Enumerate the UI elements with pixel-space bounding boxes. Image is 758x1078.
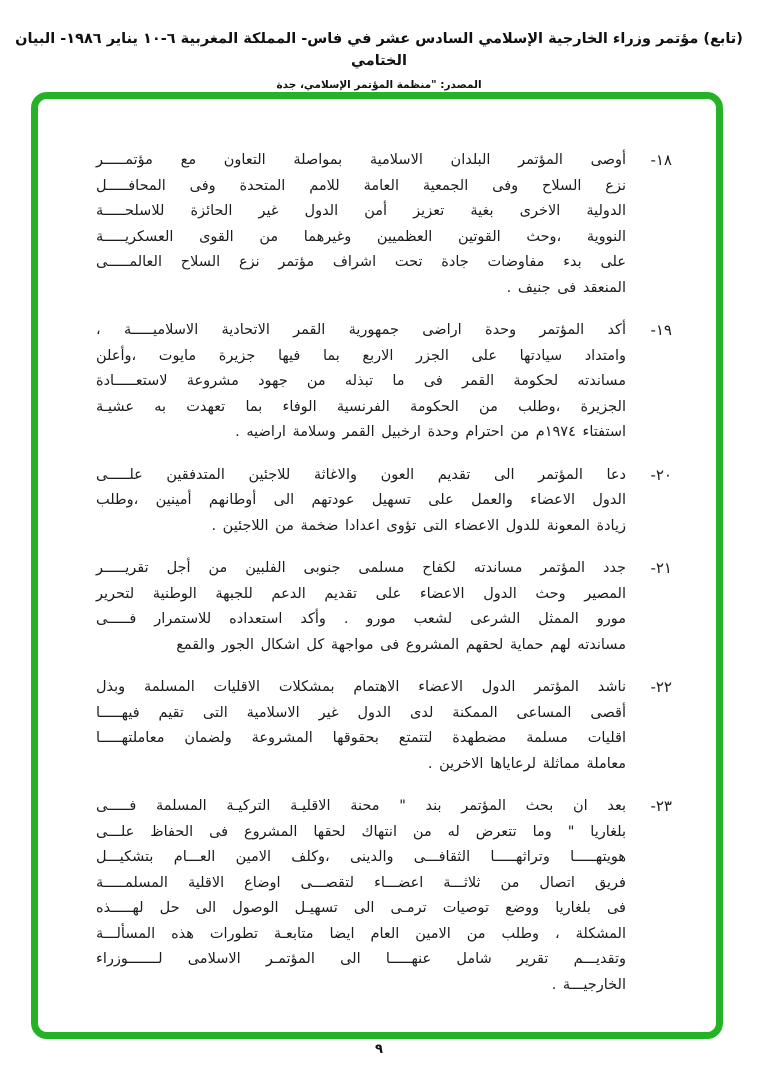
paragraph-line: ناشد المؤتمر الدول الاعضاء الاهتمام بمشكلات الاقليات المسلمة وبذل: [96, 679, 626, 695]
paragraph-line: استفتاء ١٩٧٤م من احترام وحدة ارخبيل القمر وسلامة اراضيه .: [235, 424, 626, 440]
paragraph-line: جدد المؤتمر مساندته لكفاح مسلمى جنوبى الفلبين من أجل تقريـــــر: [96, 560, 626, 576]
paragraph-line: وتقديـــم تقرير شامل عنهـــــا الى المؤتمـر الاسلامى لـــــــوزراء: [96, 951, 626, 967]
paragraph-line: فريق اتصال من ثلاثـــة اعضـــاء لتقصـــى اوضاع الاقلية المسلمـــــة: [96, 874, 626, 891]
header-title: (تابع) مؤتمر وزراء الخارجية الإسلامي السادس عشر في فاس- المملكة المغربية ٦-١٠ يناير ١٩٨٦- البيان الختامي: [15, 31, 743, 69]
paragraph-line: المشكلة ، وطلب من الامين العام ايضا متابعـة تطورات هذه المسألـــة: [96, 925, 626, 942]
paragraph-line: الدول الاعضاء والعمل على تسهيل عودتهم الى أوطانهم أمينين ،وطلب: [96, 492, 626, 508]
paragraph-line: أكد المؤتمر وحدة اراضى جمهورية القمر الاتحادية الاسلاميـــــة ،: [96, 322, 626, 338]
paragraph-line: الجزيرة ،وطلب من الحكومة الفرنسية الوفاء بما تعهدت به عشيـة: [96, 398, 626, 415]
document-header: [0, 28, 758, 91]
paragraph-body: [96, 318, 626, 446]
paragraph-line: معاملة مماثلة لرعاياها الاخرين .: [427, 755, 626, 772]
paragraph-body: [96, 148, 626, 301]
paragraph-line: الخارجيـــة .: [551, 976, 626, 993]
paragraph-line: على بدء مفاوضات جادة تحت اشراف مؤتمر نزع السلاح العالمـــــى: [96, 254, 626, 270]
paragraph-line: أوصى المؤتمر البلدان الاسلامية بمواصلة التعاون مع مؤتمـــــر: [96, 152, 626, 168]
numbered-paragraph: [96, 556, 672, 658]
paragraph-number: ١٨-: [650, 151, 672, 169]
paragraph-body: [96, 463, 626, 540]
numbered-paragraph: [96, 463, 672, 540]
paragraph-line: المنعقد فى جنيف .: [506, 279, 626, 296]
paragraph-line: نزع السلاح وفى الجمعية العامة للامم المتحدة وفى المحافـــــل: [96, 177, 626, 194]
paragraph-body: [96, 794, 626, 998]
paragraph-line: بلغاريا " وما تتعرض له من انتهاك لحقها المشروع فى الحفاظ علـــى: [96, 823, 626, 840]
page-number: ٩: [375, 1042, 383, 1057]
paragraph-line: اقليات مسلمة مضطهدة لتتمتع بحقوقها المشروعة ولضمان معاملتهـــــا: [96, 730, 626, 746]
numbered-paragraph: [96, 675, 672, 777]
paragraph-number: ٢١-: [650, 559, 672, 577]
numbered-paragraph: [96, 318, 672, 446]
paragraph-body: [96, 556, 626, 658]
paragraph-line: أقصى المساعى الممكنة لدى الدول غير الاسلامية التى تقيم فيهـــــا: [96, 704, 626, 721]
paragraph-line: الدولية الاخرى بغية تعزيز أمن الدول غير الحائزة للاسلحـــــة: [96, 203, 626, 219]
paragraph-number: ٢٢-: [650, 678, 672, 696]
paragraph-line: بعد ان بحث المؤتمر بند " محنة الاقليـة التركيـة المسلمة فـــــى: [96, 798, 626, 814]
paragraph-line: مساندته لحكومة القمر فى ما تبذله من جهود مشروعة لاستعـــــادة: [96, 373, 626, 389]
paragraph-number: ١٩-: [650, 321, 672, 339]
paragraph-line: النووية ،وحث القوتين العظميين وغيرهما من القوى العسكريـــــة: [96, 228, 626, 245]
header-source: المصدر: "منظمة المؤتمر الإسلامي، جدة: [276, 79, 482, 91]
paragraph-line: فى بلغاريا ووضع توصيات ترمـى الى تسهيـل الوصول الى حل لهـــــذه: [96, 900, 626, 916]
numbered-paragraph: [96, 148, 672, 301]
paragraph-body: [96, 675, 626, 777]
paragraph-line: دعا المؤتمر الى تقديم العون والاغاثة للاجئين المتدفقين علـــــى: [96, 466, 626, 483]
paragraph-line: زيادة المعونة للدول الاعضاء التى تؤوى اعدادا ضخمة من اللاجئين .: [211, 517, 626, 534]
paragraph-line: هويتهـــــا وتراثهـــــا الثقافـــى والدينى ،وكلف الامين العـــام بتشكيـــل: [96, 849, 626, 865]
numbered-paragraph: [96, 794, 672, 998]
paragraph-line: مورو الممثل الشرعى لشعب مورو . وأكد استعداده للاستمرار فـــــى: [96, 611, 626, 627]
paragraphs-container: [38, 99, 716, 1025]
paragraph-line: مساندته لهم حماية لحقهم المشروع فى مواجهة كل اشكال الجور والقمع: [176, 636, 626, 653]
paragraph-line: وامتداد سيادتها على الجزر الاربع بما فيها جزيرة مايوت ،وأعلن: [96, 347, 626, 364]
paragraph-number: ٢٣-: [650, 797, 672, 815]
paragraph-line: المصير وحث الدول الاعضاء على تقديم الدعم للجبهة الوطنية لتحرير: [96, 585, 626, 602]
paragraph-number: ٢٠-: [650, 465, 672, 484]
